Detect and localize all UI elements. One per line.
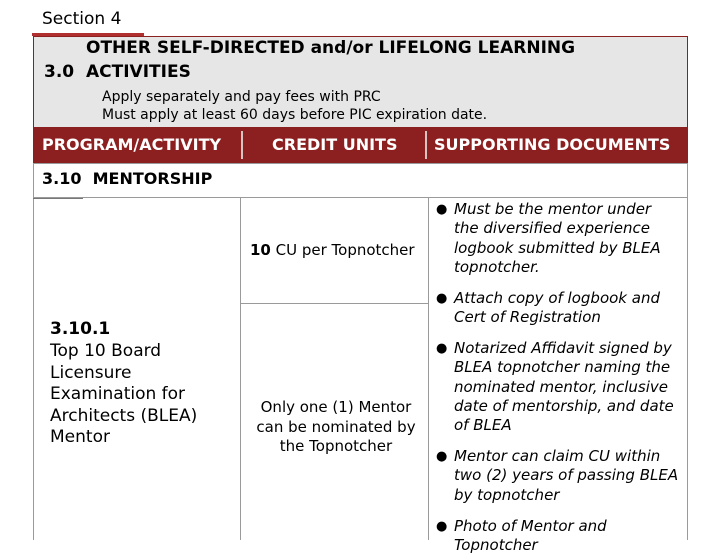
document-line: Must be the mentor under — [454, 200, 652, 218]
credit-units-bottom — [244, 398, 428, 457]
document-item — [436, 517, 688, 556]
section-tab — [32, 6, 144, 36]
table-divider — [428, 198, 429, 540]
document-line: Topnotcher — [454, 536, 538, 555]
table-row-divider — [240, 303, 429, 304]
bullet-icon: ● — [436, 341, 448, 356]
column-header-documents: SUPPORTING DOCUMENTS — [434, 135, 671, 154]
heading-note-line1: Apply separately and pay fees with PRC — [102, 89, 381, 105]
credit-units-line: can be nominated by — [256, 417, 416, 436]
heading-number: 3.0 — [44, 62, 75, 82]
column-separator — [241, 131, 243, 159]
program-name-line: Mentor — [50, 427, 110, 447]
program-number: 3.10.1 — [50, 319, 111, 339]
program-name-line: Architects (BLEA) — [50, 405, 198, 426]
document-line: date of mentorship, and date — [454, 396, 674, 415]
table-border-left — [33, 198, 34, 540]
program-name — [50, 341, 235, 449]
document-line: Mentor can claim CU within — [454, 447, 661, 465]
document-item — [436, 200, 688, 277]
program-name-line: Licensure — [50, 362, 132, 383]
document-line: Notarized Affidavit signed by — [454, 339, 672, 357]
credit-units-text: CU per Topnotcher — [270, 241, 415, 259]
column-header-program: PROGRAM/ACTIVITY — [42, 135, 222, 154]
document-line: nominated mentor, inclusive — [454, 377, 668, 396]
subsection-label: 3.10 MENTORSHIP — [42, 169, 213, 188]
document-line: Photo of Mentor and — [454, 517, 607, 535]
credit-units-line: Only one (1) Mentor — [260, 398, 412, 416]
table-row-divider — [33, 198, 83, 199]
document-line: Cert of Registration — [454, 308, 601, 327]
document-line: the diversified experience — [454, 219, 650, 238]
document-line: Attach copy of logbook and — [454, 289, 660, 307]
column-separator — [425, 131, 427, 159]
table-divider — [240, 198, 241, 540]
bullet-icon: ● — [436, 519, 448, 534]
heading-title-line1: OTHER SELF-DIRECTED and/or LIFELONG LEARNING — [86, 38, 576, 58]
document-line: of BLEA — [454, 416, 512, 435]
program-name-line: Examination for — [50, 384, 186, 404]
bullet-icon: ● — [436, 202, 448, 217]
heading-note-line2: Must apply at least 60 days before PIC expiration date. — [102, 107, 488, 123]
document-line: by topnotcher — [454, 485, 560, 504]
document-line: BLEA topnotcher naming the — [454, 358, 671, 377]
document-line: logbook submitted by BLEA — [454, 238, 661, 257]
section-label: Section 4 — [42, 9, 122, 29]
heading-title-line2: ACTIVITIES — [86, 62, 191, 82]
credit-units-line: the Topnotcher — [279, 437, 393, 455]
column-header-credit-units: CREDIT UNITS — [272, 135, 398, 154]
credit-units-value: 10 — [250, 241, 271, 259]
bullet-icon: ● — [436, 449, 448, 464]
document-item — [436, 289, 688, 328]
bullet-icon: ● — [436, 291, 448, 306]
credit-units-top — [250, 241, 415, 259]
document-line: two (2) years of passing BLEA — [454, 466, 679, 485]
document-item — [436, 339, 688, 435]
document-item — [436, 447, 688, 505]
program-name-line: Top 10 Board — [50, 341, 162, 361]
document-line: topnotcher. — [454, 257, 540, 276]
